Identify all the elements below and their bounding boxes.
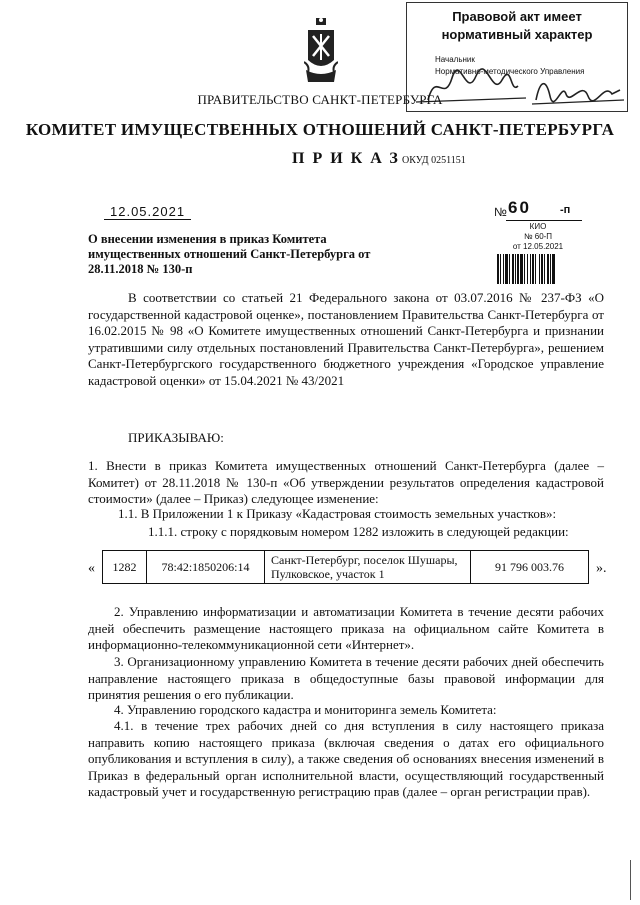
item-1: 1. Внести в приказ Комитета имущественных отношений Санкт-Петербурга (далее – Комитет) от 28.11.2018 № 130-п «Об утверждении результатов определения кадастровой стоимости» (далее – Приказ) следующее изменение:: [88, 458, 604, 506]
cadastral-number: 78:42:1850206:14: [147, 551, 265, 584]
item-3: 3. Организационному управлению Комитета в течение десяти рабочих дней обеспечить направление настоящего приказа в общедоступные базы правовой информации для принятия решения о его публикации.: [88, 654, 604, 702]
address-cell: Санкт-Петербург, поселок Шушары, Пулковское, участок 1: [265, 551, 471, 584]
cadastral-value: 91 796 003.76: [471, 551, 589, 584]
number-sign: №: [494, 205, 507, 219]
table-row: [103, 551, 589, 584]
government-heading: ПРАВИТЕЛЬСТВО САНКТ-ПЕТЕРБУРГА: [197, 92, 443, 107]
item-1-1: 1.1. В Приложении 1 к Приказу «Кадастровая стоимость земельных участков»:: [118, 506, 557, 521]
item-4: 4. Управлению городского кадастра и мониторинга земель Комитета:: [114, 702, 497, 717]
item-2: 2. Управлению информатизации и автоматизации Комитета в течение десяти рабочих дней обеспечить размещение настоящего приказа на официальном сайте Комитета в информационно-телекоммуникационной сети «Интернет».: [88, 604, 604, 652]
barcode-icon: [497, 254, 573, 284]
quote-close: ».: [596, 561, 607, 576]
order-word: ПРИКАЗЫВАЮ:: [128, 430, 224, 445]
stamp-line-1: Правовой акт имеет: [452, 9, 582, 24]
stamp-role-2: Нормативно-методического Управления: [435, 67, 585, 76]
stamp-role-1: Начальник: [435, 55, 475, 64]
preamble-paragraph: В соответствии со статьей 21 Федерального закона от 03.07.2016 № 237-ФЗ «О государственной кадастровой оценке», постановлением Правительства Санкт-Петербурга от 16.02.2015 № 98 «О Комитете имущественных отношений Санкт-Петербурга и признании утратившими силу отдельных постановлений Правительства Санкт-Петербурга», решением Санкт-Петербургского государственного бюджетного учреждения «Городское управление кадастровой оценки» от 15.04.2021 № 43/2021: [88, 290, 604, 388]
committee-heading: КОМИТЕТ ИМУЩЕСТВЕННЫХ ОТНОШЕНИЙ САНКТ-ПЕТЕРБУРГА: [25, 120, 615, 139]
number-suffix: -п: [560, 204, 571, 216]
okud-code: ОКУД 0251151: [402, 155, 466, 166]
cadastral-record-table: [102, 550, 589, 584]
item-4-1: 4.1. в течение трех рабочих дней со дня вступления в силу настоящего приказа направить копию настоящего приказа (включая сведения о датах его официального опубликования и вступления в силу), а также сведения об основаниях внесения изменений в Приказ в федеральный орган исполнительной власти, осуществляющий государственный кадастровый учет и государственную регистрацию прав (далее – орган регистрации прав).: [88, 718, 604, 799]
document-title: О внесении изменения в приказ Комитета имущественных отношений Санкт-Петербурга от 28.11.2018 № 130-п: [88, 232, 371, 276]
registration-stamp: [498, 222, 578, 252]
margin-line: [630, 860, 631, 900]
stamp-line-2: нормативный характер: [441, 27, 593, 42]
document-date: 12.05.2021: [104, 204, 191, 220]
kio-label: КИО: [529, 222, 547, 231]
item-1-1-1: 1.1.1. строку с порядковым номером 1282 изложить в следующей редакции:: [148, 524, 569, 539]
row-number: 1282: [103, 551, 147, 584]
quote-open: «: [88, 561, 95, 576]
number-underline: [506, 220, 582, 221]
document-type: ПРИКАЗ: [292, 150, 406, 167]
coat-of-arms-icon: [304, 16, 338, 88]
document-number: 60: [508, 198, 531, 217]
kio-date: от 12.05.2021: [512, 242, 564, 251]
kio-number: № 60-П: [523, 232, 553, 241]
